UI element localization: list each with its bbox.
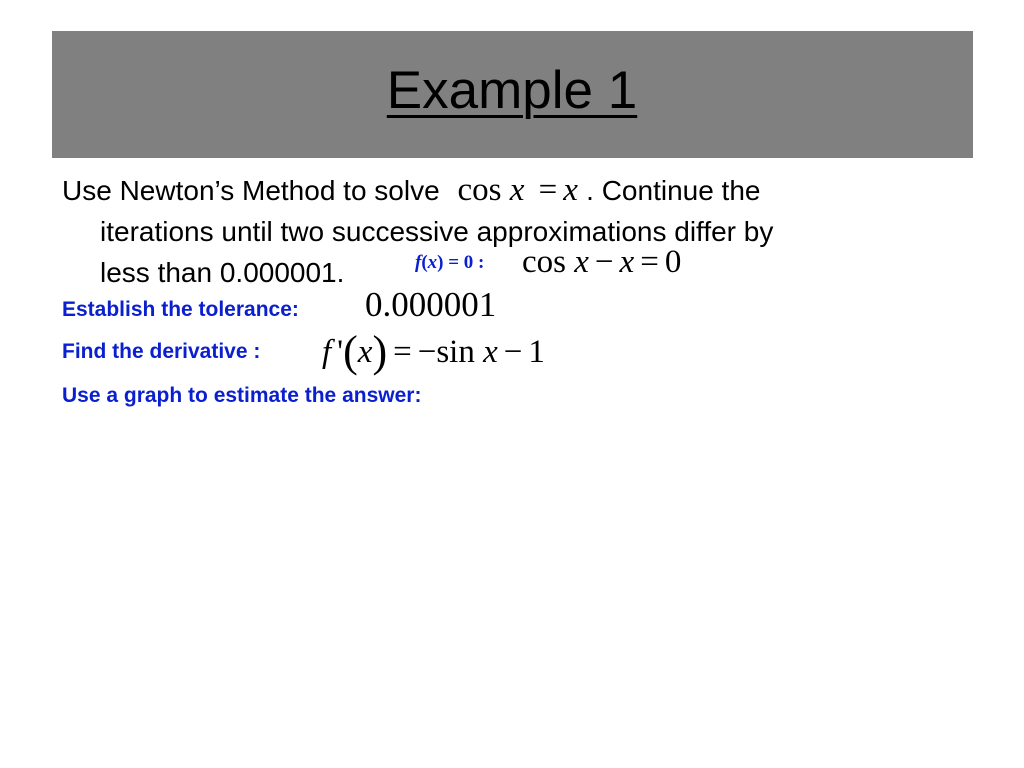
problem-line-2: iterations until two successive approximations differ by (100, 216, 774, 247)
tolerance-label: Establish the tolerance: (62, 298, 299, 321)
slide-title: Example 1 (386, 61, 638, 120)
fx-label: f(x) = 0 : (415, 252, 485, 273)
fx-equation: cos x − x = 0 (522, 244, 682, 280)
graph-label: Use a graph to estimate the answer: (62, 384, 422, 407)
problem-line-3: less than 0.000001. (100, 257, 345, 288)
problem-continue: . Continue the (586, 175, 761, 206)
tolerance-value: 0.000001 (365, 285, 497, 324)
problem-line-1 (62, 170, 760, 211)
problem-intro: Use Newton’s Method to solve (62, 175, 440, 206)
cos-x-equals-x: cos x = x (457, 172, 578, 208)
derivative-label: Find the derivative : (62, 340, 261, 363)
derivative-equation: f '(x) = −sin x − 1 (322, 327, 545, 376)
